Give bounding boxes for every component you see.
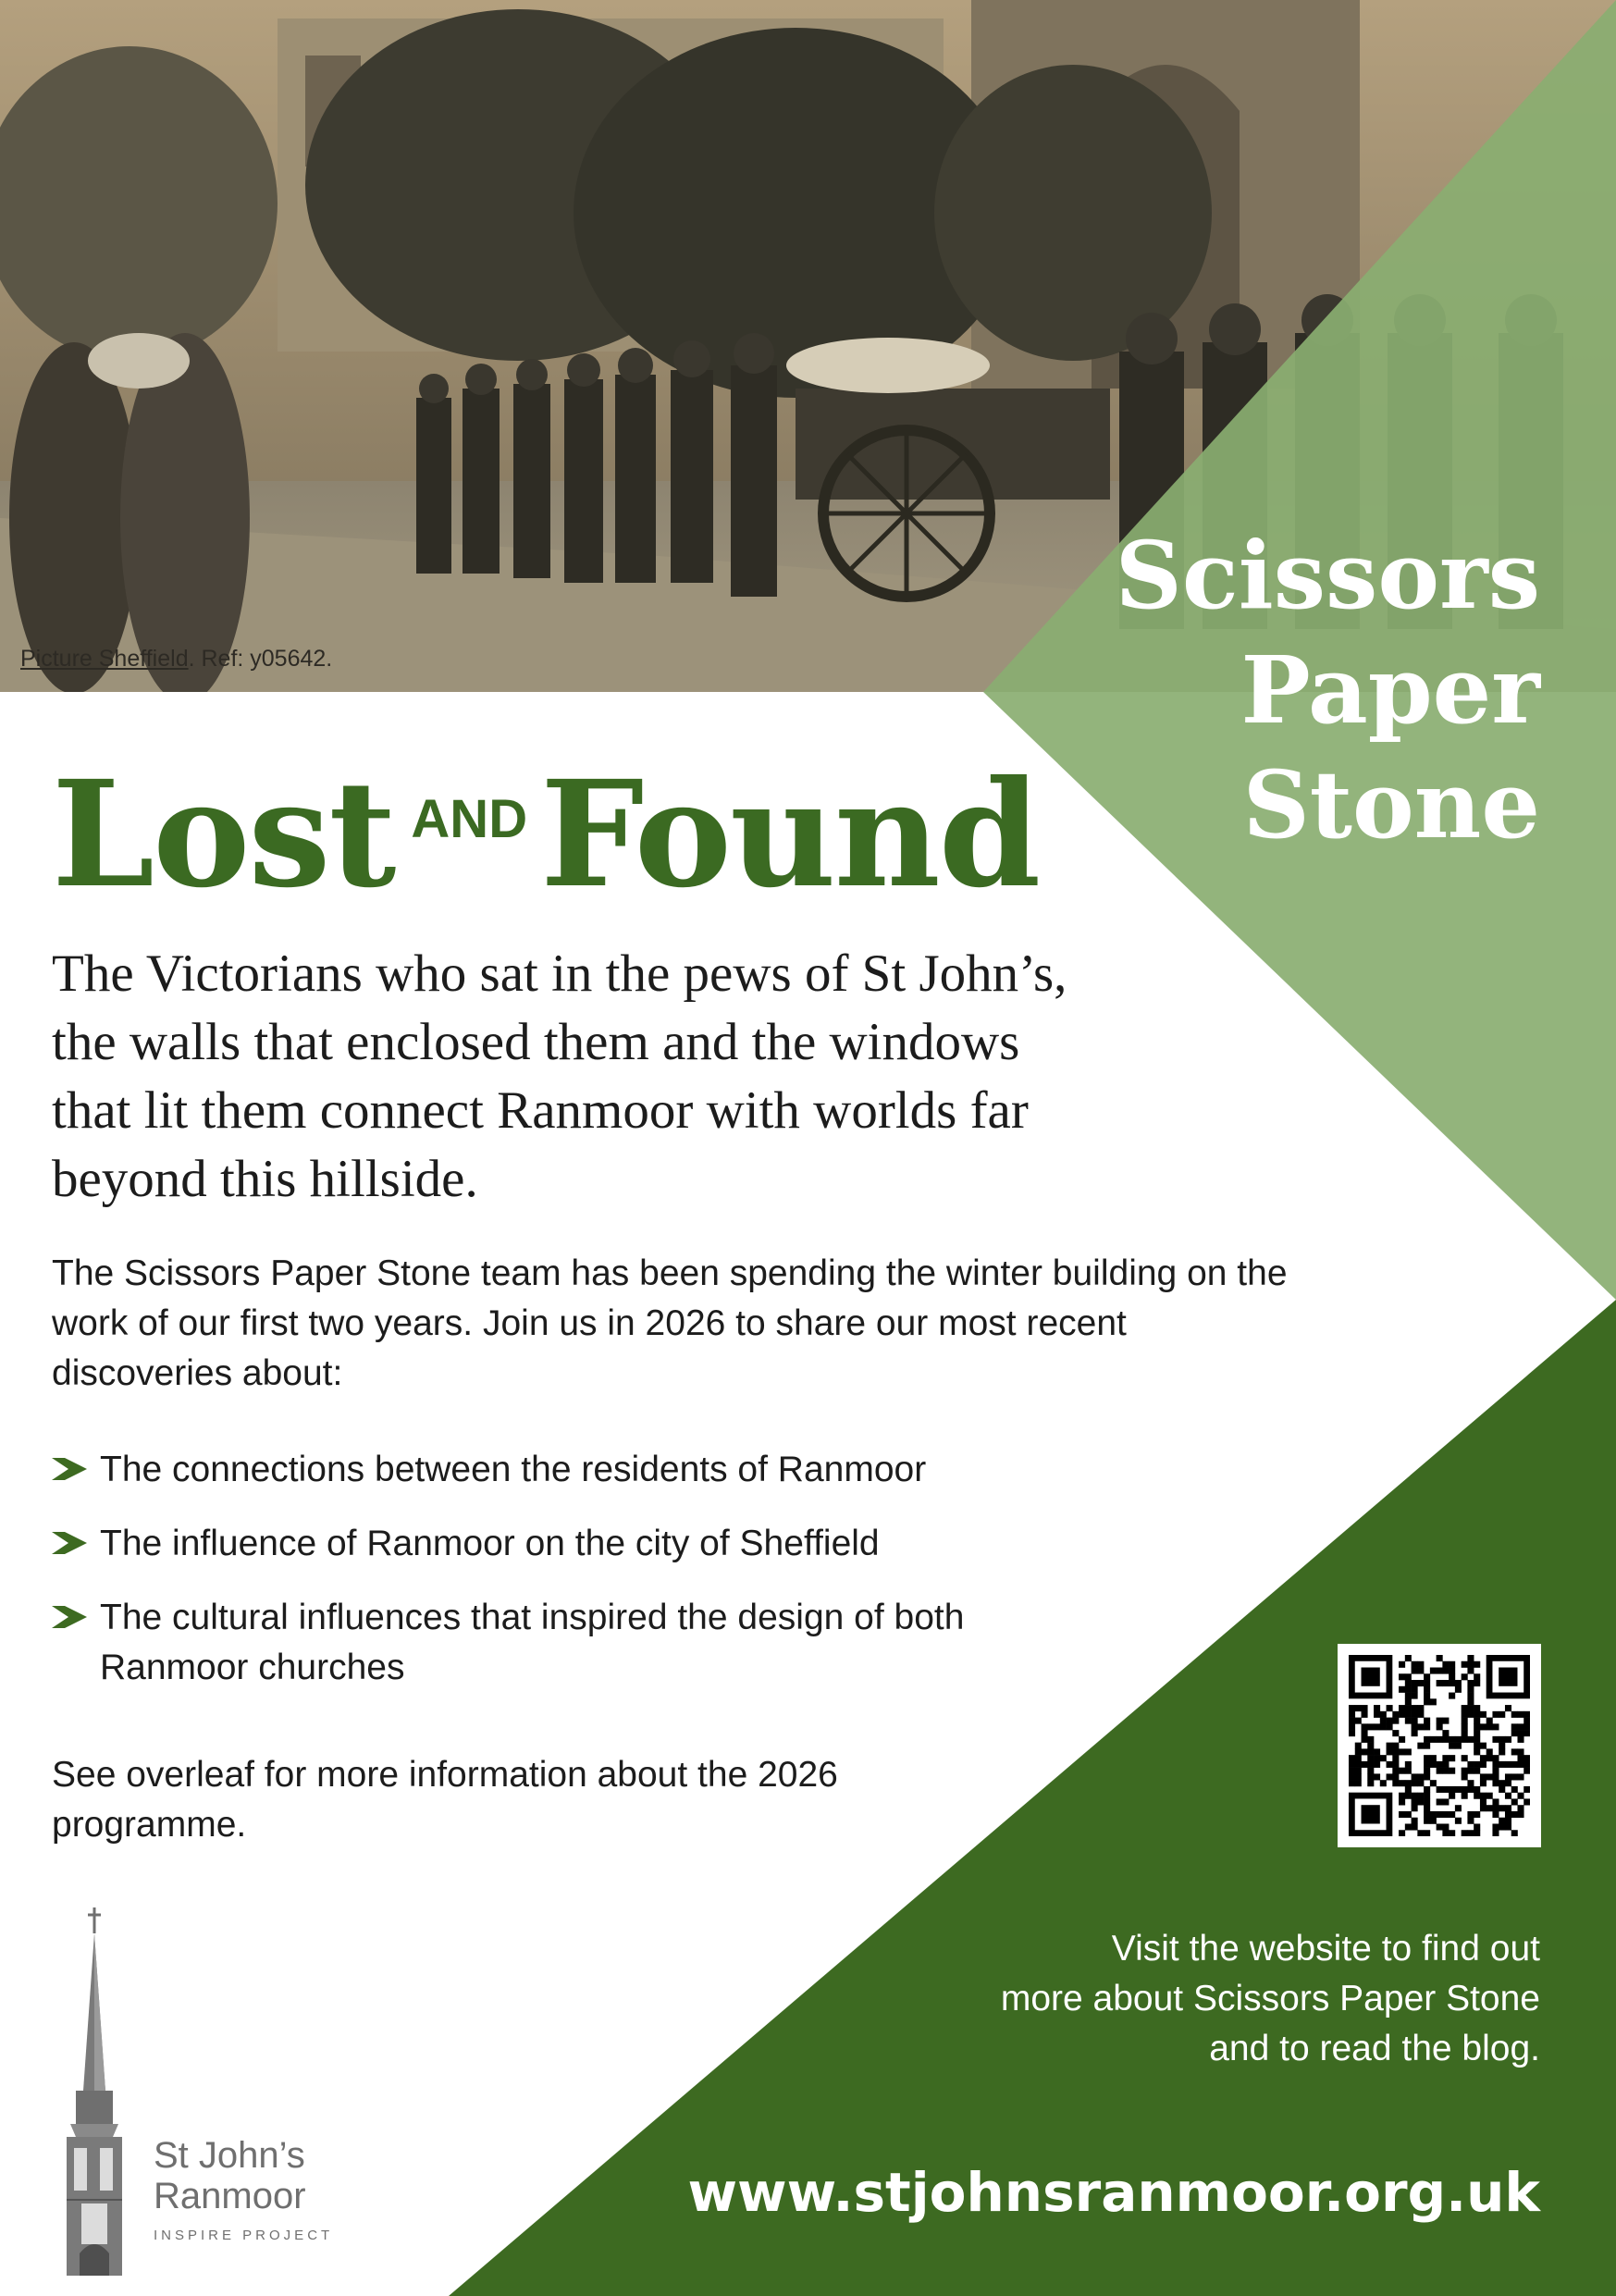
lead-paragraph bbox=[52, 940, 1291, 1214]
visit-line: more about Scissors Paper Stone bbox=[1000, 1979, 1540, 2018]
lead-line: the walls that enclosed them and the windows bbox=[52, 1013, 1020, 1071]
qr-code[interactable] bbox=[1338, 1644, 1541, 1847]
overleaf-line: See overleaf for more information about the 2026 bbox=[52, 1755, 838, 1795]
overleaf-note bbox=[52, 1750, 838, 1850]
list-item-text: The cultural influences that inspired the design of both bbox=[100, 1598, 965, 1637]
brand-line-paper: Paper bbox=[1240, 636, 1540, 745]
intro-line: discoveries about: bbox=[52, 1353, 343, 1393]
headline-conjunction: AND bbox=[411, 789, 528, 849]
st-johns-logo bbox=[57, 1906, 353, 2276]
headline-word-lost: Lost bbox=[52, 749, 395, 920]
intro-paragraph bbox=[52, 1249, 1365, 1399]
arrow-bullet-icon bbox=[52, 1606, 87, 1628]
visit-website-text bbox=[1001, 1924, 1540, 2074]
arrow-bullet-icon bbox=[52, 1458, 87, 1480]
list-item-text: Ranmoor churches bbox=[100, 1648, 405, 1687]
visit-line: and to read the blog. bbox=[1209, 2029, 1540, 2068]
list-item bbox=[52, 1445, 964, 1495]
lead-line: The Victorians who sat in the pews of St John’s, bbox=[52, 944, 1067, 1003]
church-spire-icon bbox=[57, 1906, 141, 2276]
intro-line: The Scissors Paper Stone team has been spending the winter building on the bbox=[52, 1253, 1288, 1293]
logo-name-line1: St John’s bbox=[154, 2135, 305, 2176]
lead-line: that lit them connect Ranmoor with worlds far bbox=[52, 1081, 1029, 1140]
list-item-text: The influence of Ranmoor on the city of Sheffield bbox=[100, 1524, 880, 1563]
visit-line: Visit the website to find out bbox=[1111, 1929, 1540, 1969]
brand-line-stone: Stone bbox=[1242, 750, 1540, 859]
brand-title bbox=[1059, 518, 1540, 862]
discoveries-list bbox=[52, 1445, 964, 1717]
list-item-text: The connections between the residents of Ranmoor bbox=[100, 1450, 927, 1489]
website-url[interactable]: www.stjohnsranmoor.org.uk bbox=[687, 2161, 1540, 2224]
intro-line: work of our first two years. Join us in 2026 to share our most recent bbox=[52, 1303, 1127, 1343]
list-item bbox=[52, 1519, 964, 1569]
list-item bbox=[52, 1593, 964, 1693]
logo-tagline: INSPIRE PROJECT bbox=[154, 2228, 334, 2243]
headline bbox=[52, 749, 1039, 920]
lead-line: beyond this hillside. bbox=[52, 1150, 478, 1208]
brand-line-scissors: Scissors bbox=[1115, 521, 1540, 630]
qr-code-icon bbox=[1349, 1655, 1530, 1836]
picture-sheffield-link[interactable]: Picture Sheffield bbox=[20, 646, 189, 672]
photo-reference: . Ref: y05642. bbox=[188, 646, 333, 672]
arrow-bullet-icon bbox=[52, 1532, 87, 1554]
logo-wordmark bbox=[154, 2135, 333, 2243]
headline-word-found: Found bbox=[540, 749, 1040, 920]
logo-name-line2: Ranmoor bbox=[154, 2176, 306, 2216]
overleaf-line: programme. bbox=[52, 1805, 247, 1845]
